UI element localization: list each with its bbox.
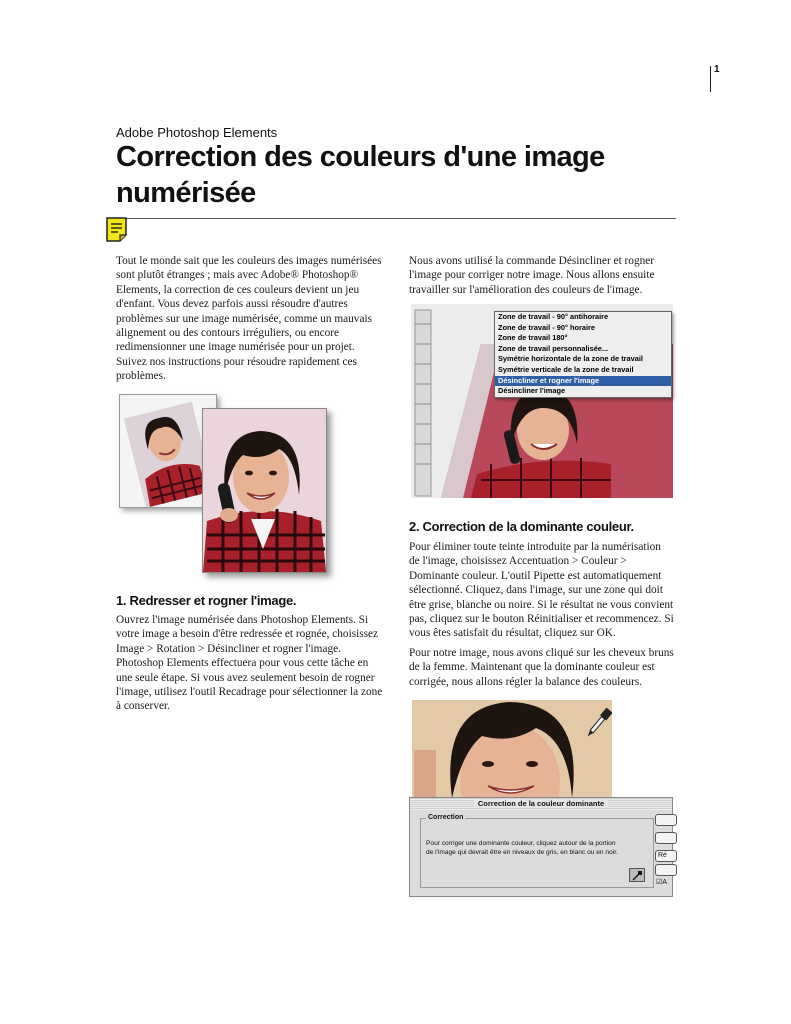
menu-item-straighten[interactable]: Désincliner l'image — [498, 386, 566, 396]
title-divider — [116, 218, 676, 219]
step2-line: de la femme. Maintenant que la dominante couleur est — [409, 661, 655, 674]
intro-line: redimensionner une image numérisée pour un projet. — [116, 341, 355, 354]
step1-line: l'image, utilisez l'outil Recadrage pour sélectionner la zone — [116, 686, 383, 699]
menu-item-rotate-custom[interactable]: Zone de travail personnalisée... — [498, 343, 609, 353]
step2-paragraph-2 — [409, 646, 684, 689]
step2-heading: 2. Correction de la dominante couleur. — [409, 519, 634, 534]
reset-button[interactable]: Ré — [655, 850, 677, 862]
color-cast-dialog — [409, 797, 673, 897]
step2-line: Pour notre image, nous avons cliqué sur les cheveux bruns — [409, 647, 674, 659]
step1-line: une seule étape. Si vous avez seulement besoin de rogner — [116, 671, 375, 684]
dialog-title: Correction de la couleur dominante — [474, 799, 608, 808]
step2-line: vous êtes satisfait du résultat, cliquez sur OK. — [409, 627, 616, 640]
right-intro-paragraph — [409, 254, 679, 297]
step1-line: Ouvrez l'image numérisée dans Photoshop Elements. Si — [116, 614, 369, 626]
help-button[interactable] — [655, 864, 677, 876]
right-intro-line: l'image pour corriger notre image. Nous allons ensuite — [409, 269, 655, 282]
step2-line: pas, cliquez sur le bouton Réinitialiser et recommencez. Si — [409, 613, 674, 626]
step2-line: Pour éliminer toute teinte introduite par la numérisation — [409, 541, 661, 553]
intro-line: Elements, la correction de ces couleurs devient un jeu — [116, 283, 360, 296]
note-icon[interactable] — [106, 216, 128, 242]
step2-paragraph-1 — [409, 540, 684, 641]
product-name: Adobe Photoshop Elements — [116, 125, 278, 140]
step2-line: de l'image, choisissez Accentuation > Couleur > — [409, 555, 627, 568]
eyedropper-tool-button[interactable] — [629, 868, 645, 882]
dialog-title-bar — [410, 798, 672, 810]
menu-item-rotate-cw[interactable]: Zone de travail - 90° horaire — [498, 322, 596, 332]
ok-button[interactable] — [655, 814, 677, 826]
intro-line: Suivez nos instructions pour résoudre rapidement ces — [116, 355, 357, 368]
page-title-line1: Correction des couleurs d'une image — [116, 141, 605, 173]
preview-checkbox[interactable]: ☑A — [656, 879, 667, 886]
eyedropper-icon — [630, 870, 644, 882]
intro-paragraph — [116, 254, 396, 384]
page-number-rule — [710, 66, 711, 92]
dialog-group-label: Correction — [428, 814, 464, 821]
menu-item-rotate-ccw[interactable]: Zone de travail - 90° antihoraire — [498, 312, 609, 321]
dialog-instructions-line: Pour corriger une dominante couleur, cliquez autour de la portion — [426, 840, 616, 847]
intro-line: alignement ou des contours irréguliers, ou encore — [116, 327, 340, 340]
intro-line: d'enfant. Vous devez parfois aussi résoudre d'autres — [116, 298, 348, 311]
step2-line: sélectionné. Cliquez, dans l'image, sur une zone qui doit — [409, 584, 663, 597]
page-title-line2: numérisée — [116, 177, 256, 209]
right-intro-line: travailler sur l'amélioration des couleurs de l'image. — [409, 283, 643, 296]
dialog-instructions-line: de l'image qui devrait être en niveaux de gris, en blanc ou en noir. — [426, 848, 618, 856]
menu-item-flip-vertical[interactable]: Symétrie verticale de la zone de travail — [498, 364, 634, 374]
intro-line: sont plutôt étranges ; mais avec Adobe® Photoshop® — [116, 269, 359, 282]
right-intro-line: Nous avons utilisé la commande Désincliner et rogner — [409, 255, 655, 267]
menu-item-straighten-crop[interactable]: Désincliner et rogner l'image — [495, 376, 671, 387]
step2-line: corrigée, nous allons régler la balance des couleurs. — [409, 675, 643, 688]
step2-line: être grise, blanche ou noire. Si le résultat ne vous convient — [409, 598, 674, 611]
menu-item-flip-horizontal[interactable]: Symétrie horizontale de la zone de travail — [498, 354, 643, 364]
intro-line: problèmes. — [116, 370, 166, 383]
step1-line: à conserver. — [116, 700, 170, 713]
scanned-photo-corrected — [202, 408, 327, 573]
cancel-button[interactable] — [655, 832, 677, 844]
step1-line: votre image a besoin d'être redressée et rognée, choisissez — [116, 628, 379, 641]
page-title — [116, 139, 676, 211]
straightened-portrait-image — [203, 409, 326, 572]
step1-paragraph — [116, 613, 401, 714]
step2-line: Dominante couleur. L'outil Pipette est automatiquement — [409, 569, 662, 582]
color-cast-photo — [412, 700, 612, 798]
rotation-menu — [494, 311, 672, 398]
intro-line: problèmes sur une image numérisée, comme un mauvais — [116, 312, 372, 325]
menu-item-rotate-180[interactable]: Zone de travail 180° — [498, 333, 568, 343]
step1-line: Image > Rotation > Désincliner et rogner l'image. — [116, 642, 341, 655]
intro-line: Tout le monde sait que les couleurs des images numérisées — [116, 255, 382, 267]
page-number: 1 — [714, 64, 720, 75]
step1-line: Photoshop Elements effectuera pour vous cette tâche en — [116, 657, 369, 670]
preview-checkbox-label: A — [662, 879, 667, 886]
dialog-instructions — [426, 840, 652, 857]
step1-heading: 1. Redresser et rogner l'image. — [116, 593, 297, 608]
